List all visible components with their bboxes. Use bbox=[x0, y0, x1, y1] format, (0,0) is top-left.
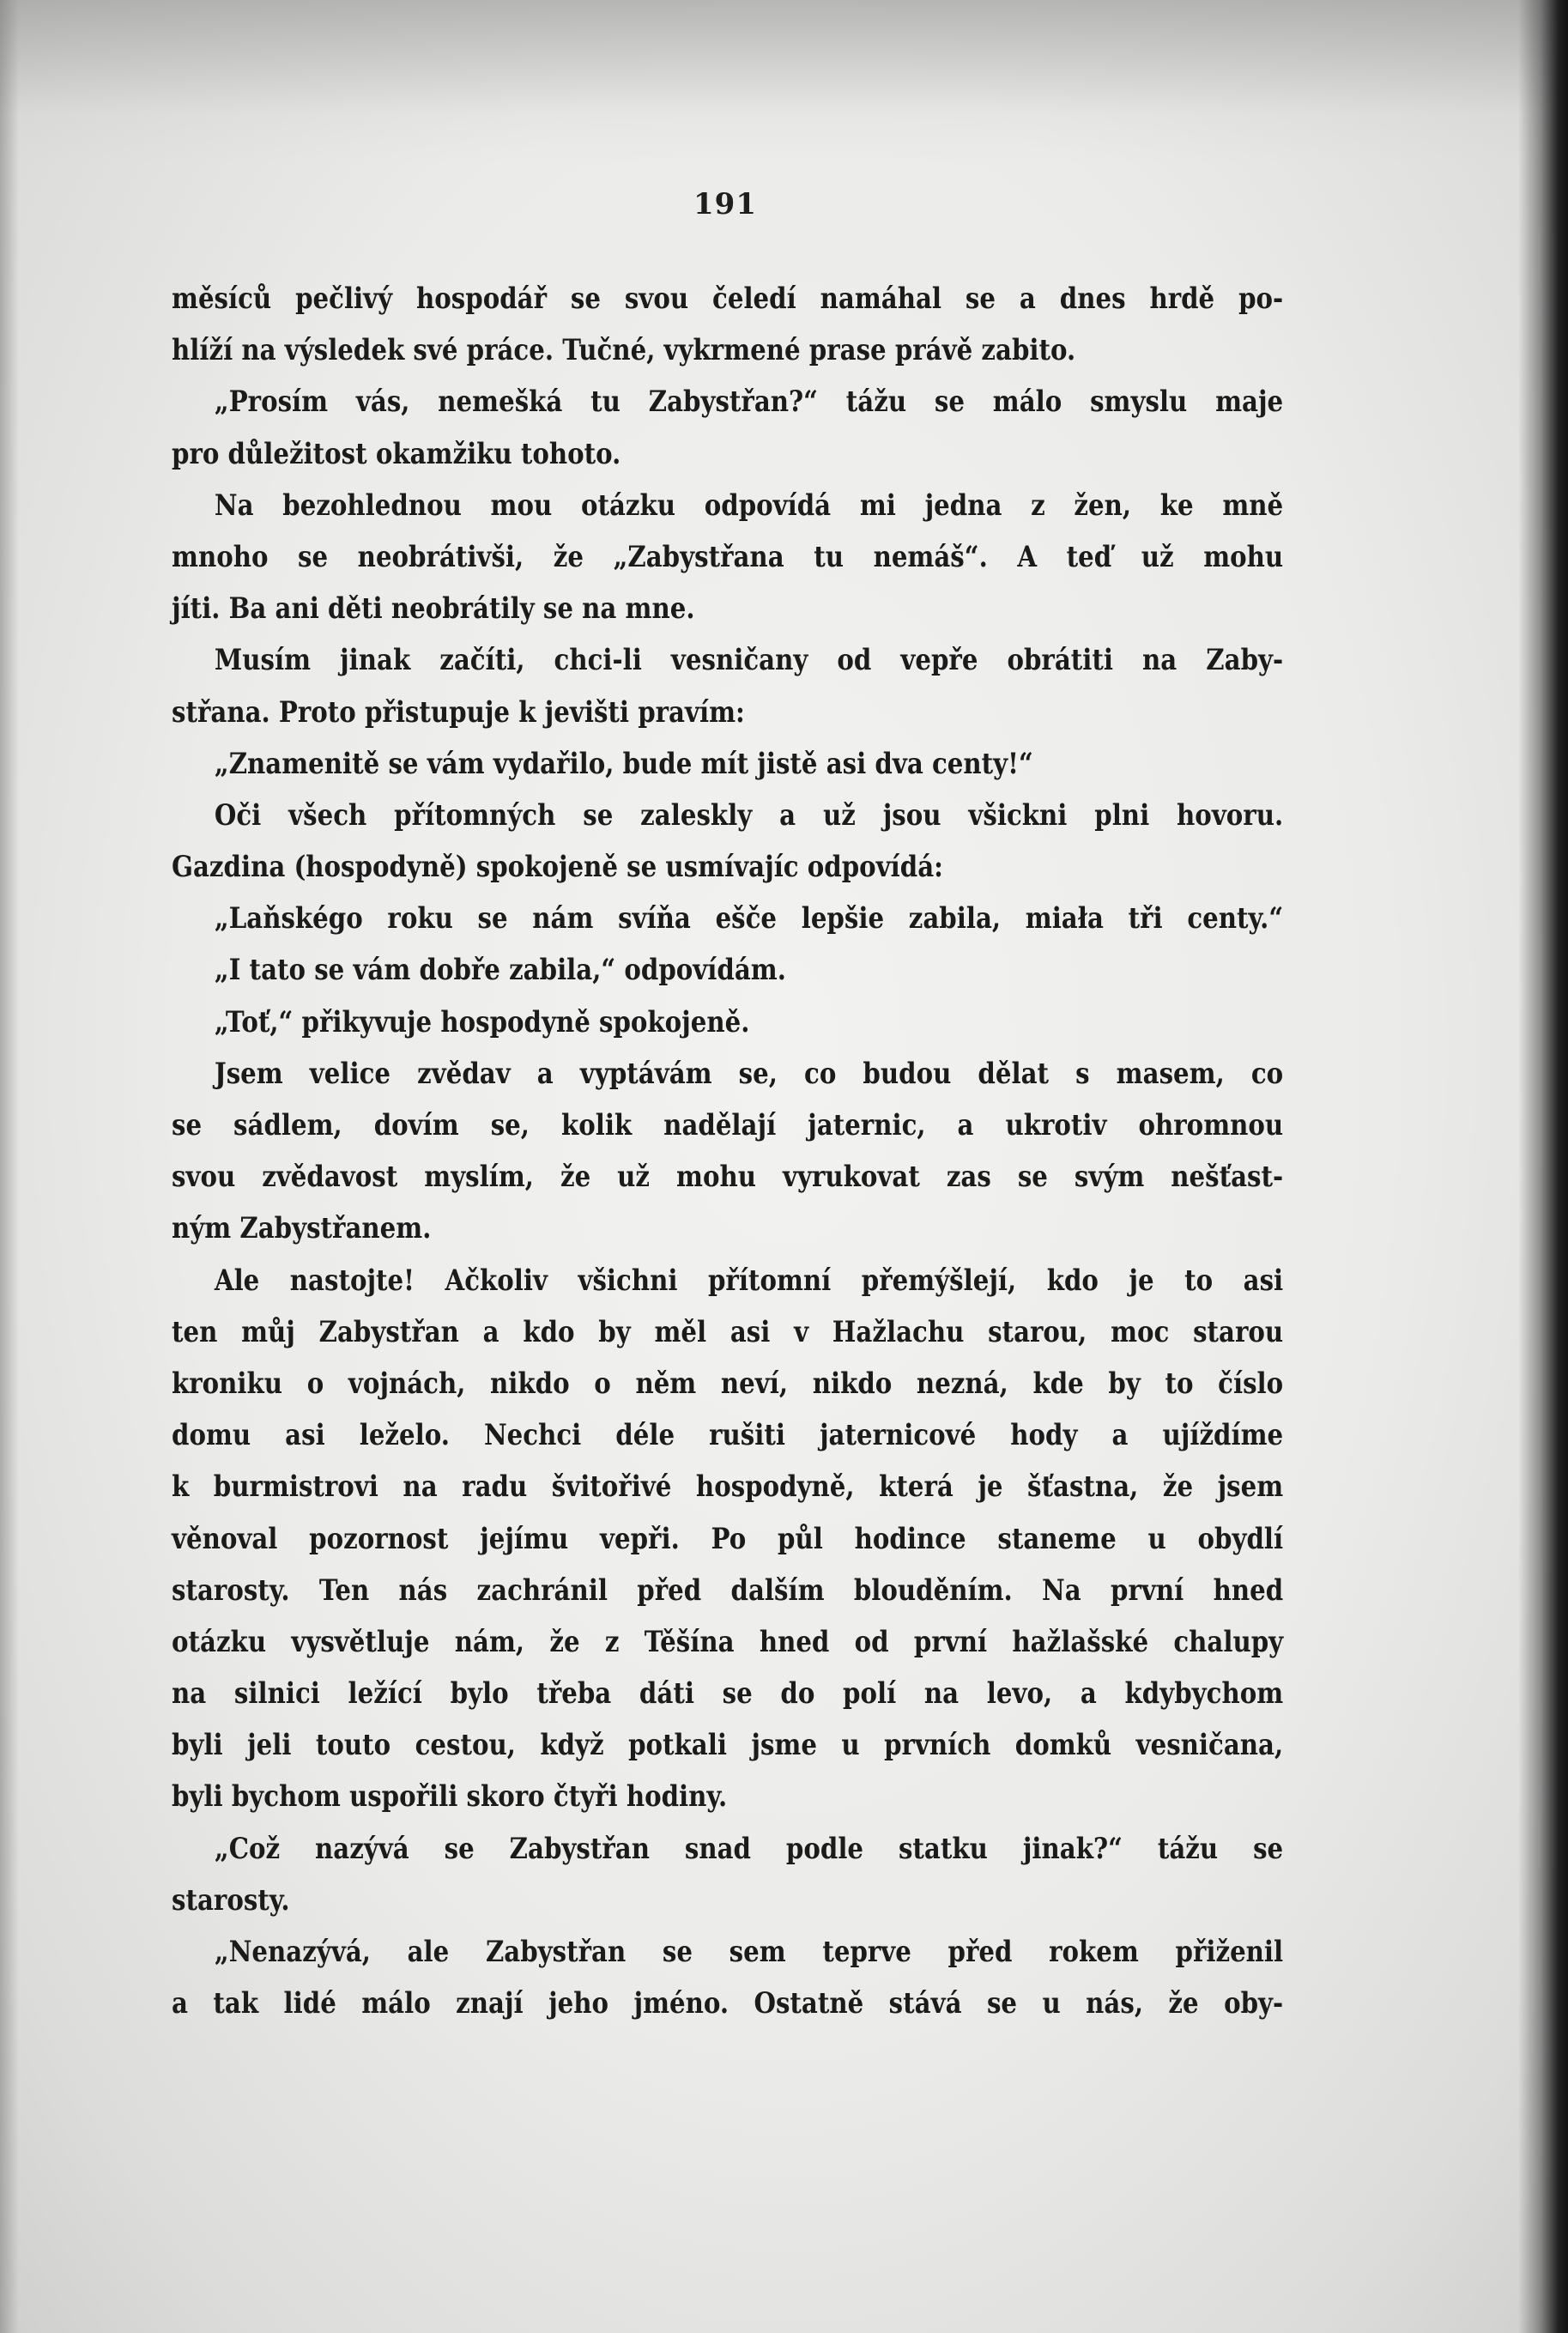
text-line: „Nenazývá, ale Zabystřan se sem teprve před rokem přiženil bbox=[214, 1935, 1284, 1969]
text-line: Gazdina (hospodyně) spokojeně se usmívajíc odpovídá: bbox=[172, 850, 943, 885]
text-line: věnoval pozornost jejímu vepři. Po půl hodince staneme u obydlí bbox=[172, 1521, 1284, 1556]
text-line: „Laňskégo roku se nám svíňa ešče lepšie zabila, miała tři centy.“ bbox=[214, 901, 1284, 936]
text-line: „Toť,“ přikyvuje hospodyně spokojeně. bbox=[214, 1004, 750, 1039]
page-number: 191 bbox=[693, 187, 757, 221]
text-line: na silnici ležící bylo třeba dáti se do polí na levo, a kdybychom bbox=[172, 1676, 1284, 1712]
text-line: a tak lidé málo znají jeho jméno. Ostatně stává se u nás, že oby- bbox=[172, 1986, 1284, 2021]
text-line: Ale nastojte! Ačkoliv všichni přítomní přemýšlejí, kdo je to asi bbox=[214, 1263, 1284, 1298]
text-line: „Znamenitě se vám vydařilo, bude mít jistě asi dva centy!“ bbox=[214, 746, 1033, 781]
text-line: ten můj Zabystřan a kdo by měl asi v Hažlachu starou, moc starou bbox=[172, 1314, 1284, 1349]
text-line: starosty. Ten nás zachránil před dalším blouděním. Na první hned bbox=[172, 1573, 1284, 1608]
text-line: „Prosím vás, nemešká tu Zabystřan?“ tážu se málo smyslu maje bbox=[214, 385, 1284, 420]
text-line: Na bezohlednou mou otázku odpovídá mi jedna z žen, ke mně bbox=[214, 488, 1284, 523]
text-line: hlíží na výsledek své práce. Tučné, vykrmené prase právě zabito. bbox=[172, 333, 1076, 368]
text-line: měsíců pečlivý hospodář se svou čeledí namáhal se a dnes hrdě po- bbox=[172, 282, 1284, 316]
text-line: k burmistrovi na radu švitořivé hospodyně, která je šťastna, že jsem bbox=[172, 1469, 1284, 1505]
text-line: svou zvědavost myslím, že už mohu vyrukovat zas se svým nešťast- bbox=[172, 1160, 1284, 1195]
text-line: „Což nazývá se Zabystřan snad podle statku jinak?“ tážu se bbox=[214, 1831, 1284, 1866]
text-line: Jsem velice zvědav a vyptávám se, co budou dělat s masem, co bbox=[214, 1056, 1284, 1091]
text-line: kroniku o vojnách, nikdo o něm neví, nikdo nezná, kde by to číslo bbox=[172, 1366, 1284, 1401]
text-line: ným Zabystřanem. bbox=[172, 1211, 432, 1246]
text-line: mnoho se neobrátivši, že „Zabystřana tu nemáš“. A teď už mohu bbox=[172, 539, 1284, 574]
text-line: střana. Proto přistupuje k jevišti pravím: bbox=[172, 694, 745, 730]
text-line: domu asi leželo. Nechci déle rušiti jaternicové hody a ujíždíme bbox=[172, 1418, 1284, 1453]
text-line: otázku vysvětluje nám, že z Těšína hned od první hažlašské chalupy bbox=[172, 1624, 1284, 1659]
scan-left-edge bbox=[0, 0, 19, 2333]
text-line: starosty. bbox=[172, 1882, 290, 1918]
body-text bbox=[172, 273, 1283, 2029]
text-line: se sádlem, dovím se, kolik nadělají jaternic, a ukrotiv ohromnou bbox=[172, 1108, 1284, 1142]
scan-right-edge bbox=[1518, 0, 1568, 2333]
text-line: jíti. Ba ani děti neobrátily se na mne. bbox=[172, 591, 695, 627]
text-line: „I tato se vám dobře zabila,“ odpovídám. bbox=[214, 953, 786, 988]
text-line: pro důležitost okamžiku tohoto. bbox=[172, 436, 621, 471]
text-line: Musím jinak začíti, chci-li vesničany od vepře obrátiti na Zaby- bbox=[214, 643, 1284, 678]
text-line: byli jeli touto cestou, když potkali jsme u prvních domků vesničana, bbox=[172, 1728, 1284, 1763]
scan-top-shadow bbox=[0, 0, 1568, 163]
text-line: byli bychom uspořili skoro čtyři hodiny. bbox=[172, 1779, 728, 1815]
text-line: Oči všech přítomných se zaleskly a už jsou všickni plni hovoru. bbox=[214, 797, 1284, 833]
